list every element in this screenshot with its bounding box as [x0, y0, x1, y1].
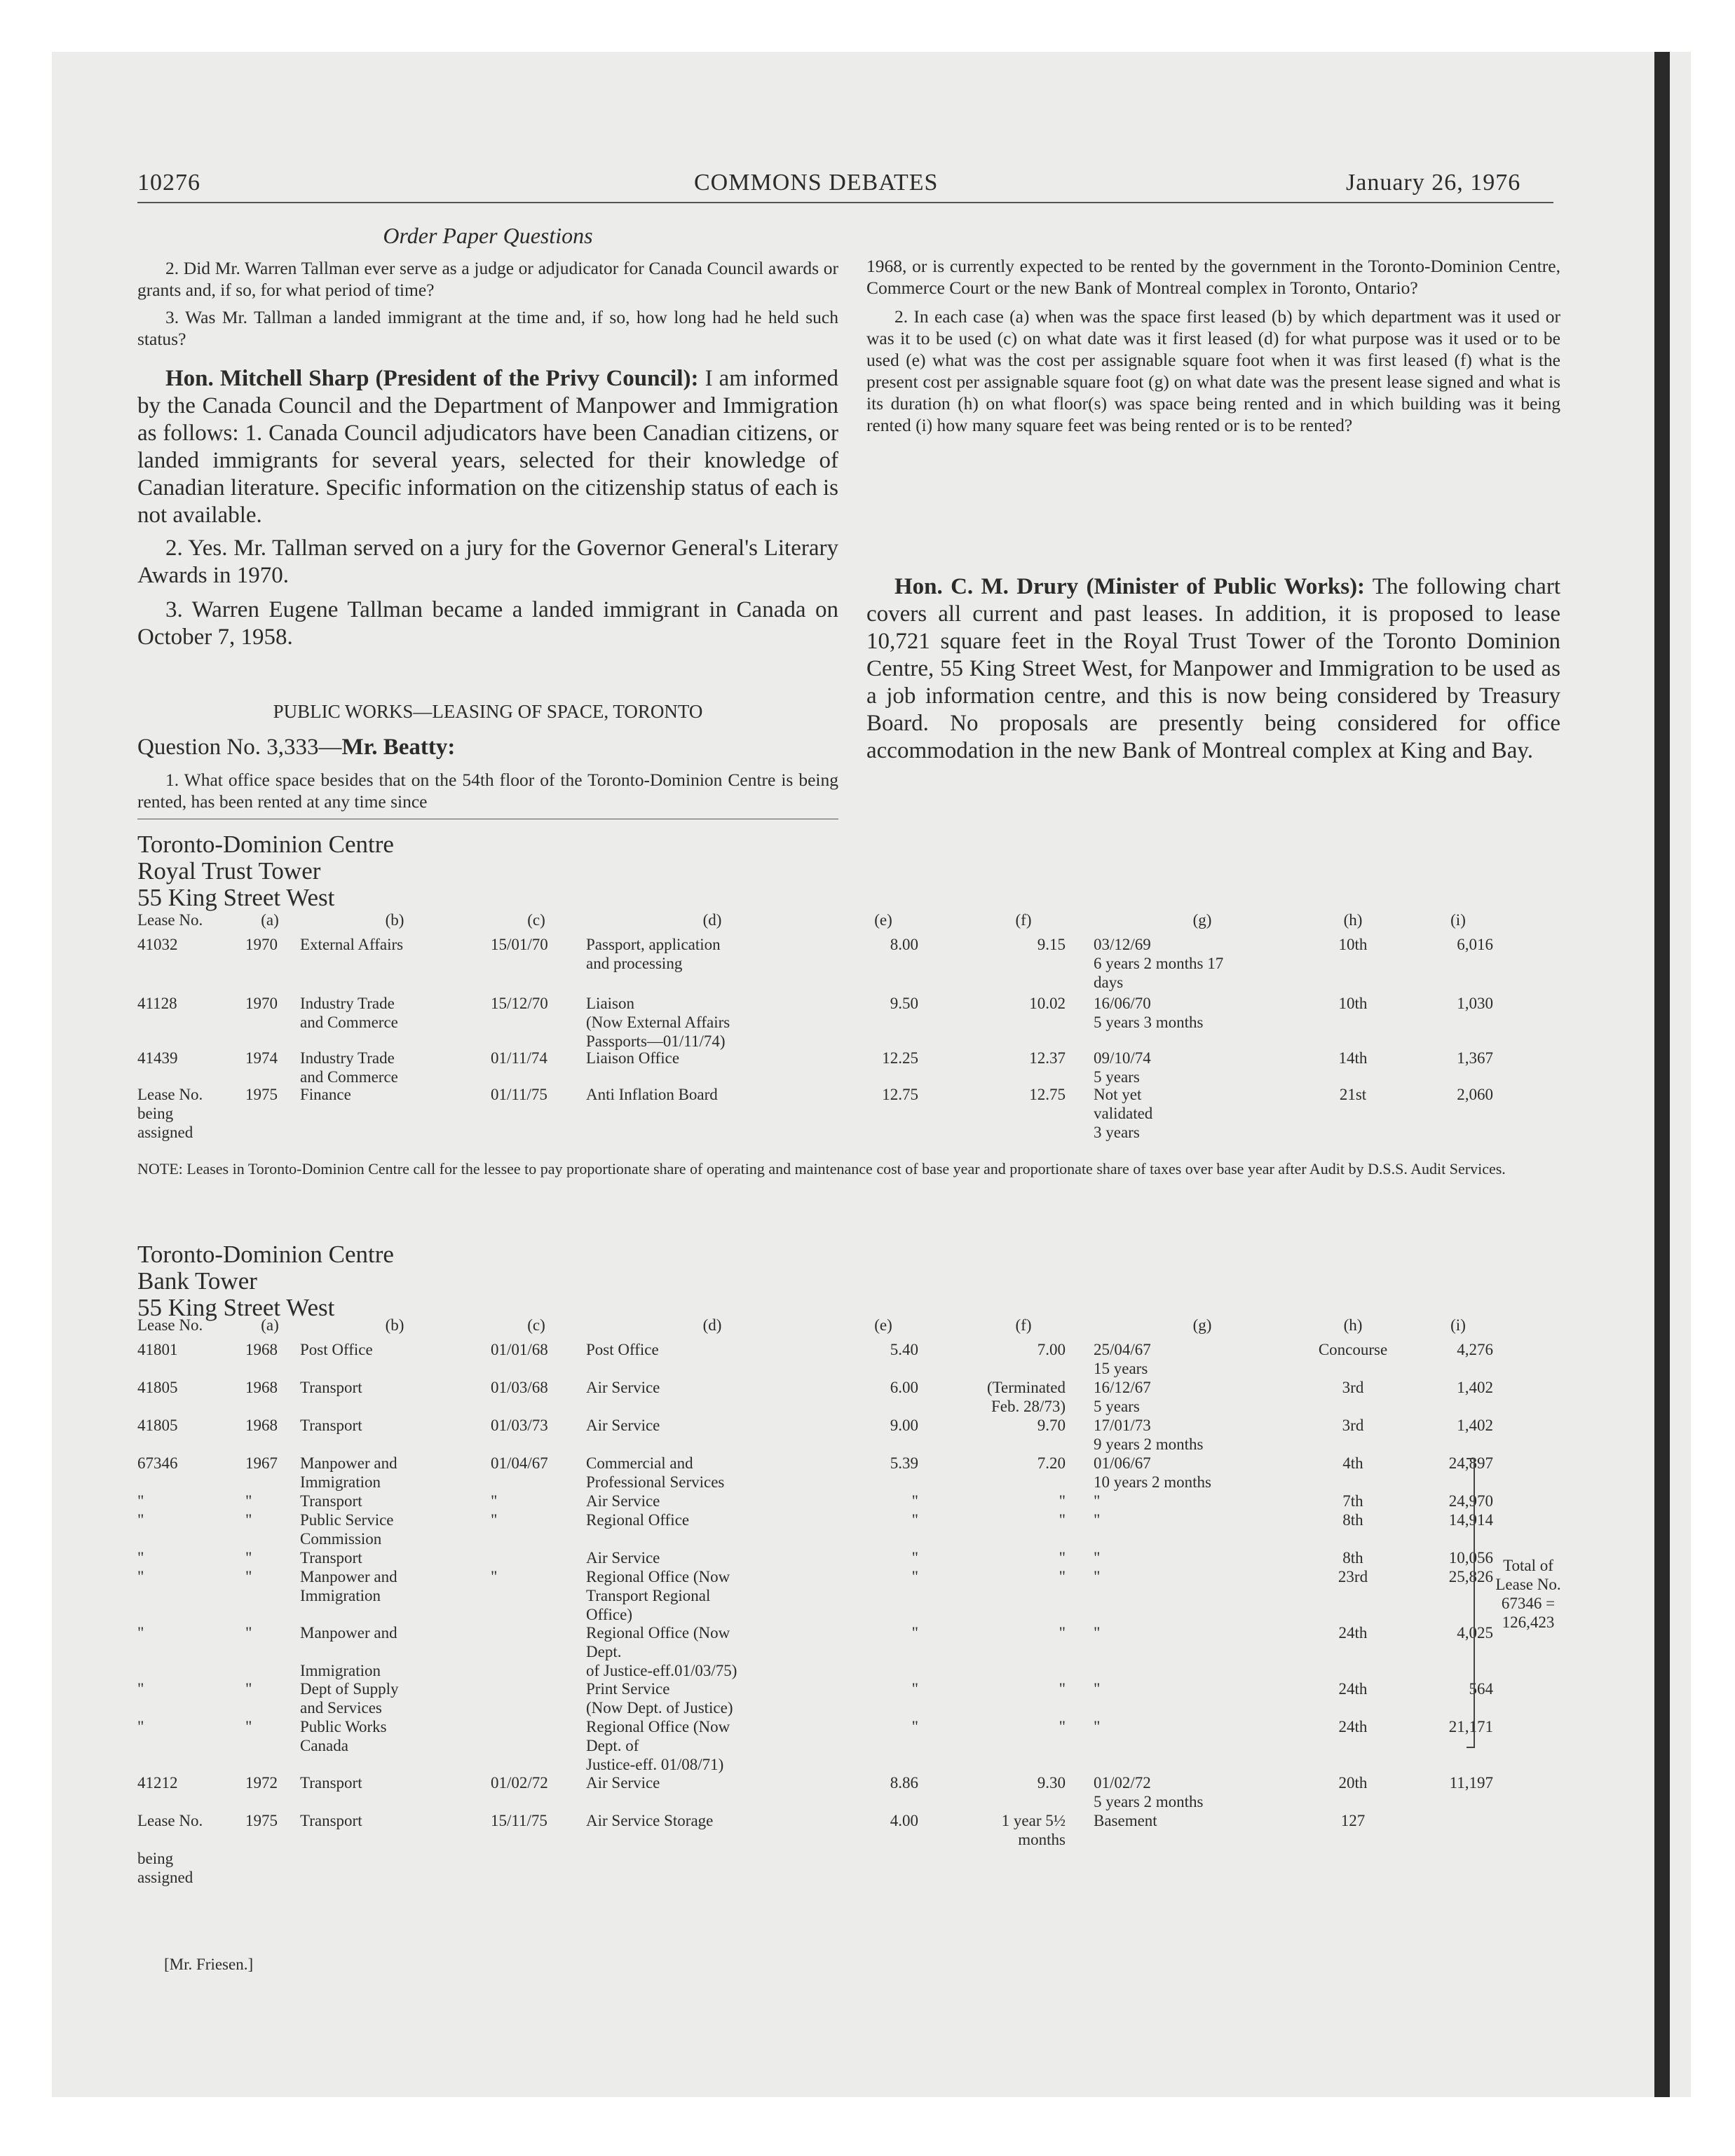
table2-cell: 6.00: [890, 1379, 918, 1396]
table2-cell: ": [137, 1680, 144, 1698]
table1-cell: 10th: [1338, 936, 1368, 953]
table2-cell: Transport: [300, 1774, 362, 1792]
table2-cell: ": [1059, 1549, 1066, 1567]
table2-cell: 564: [1469, 1680, 1493, 1698]
table2-cell: ": [1094, 1492, 1101, 1510]
table2-cell: Air Service: [586, 1379, 660, 1396]
table2-cell: 17/01/73 9 years 2 months: [1094, 1417, 1204, 1453]
table2-cell: ": [1059, 1511, 1066, 1529]
table2-cell: 21,171: [1448, 1718, 1493, 1735]
speaker-name: Hon. C. M. Drury (Minister of Public Works):: [894, 574, 1366, 599]
table2-cell: 24th: [1338, 1680, 1368, 1698]
table2-cell: 01/03/73: [491, 1417, 548, 1434]
table1-cell: 41439: [137, 1049, 178, 1067]
table2-cell: ": [491, 1511, 498, 1529]
table2-cell: 11,197: [1449, 1774, 1493, 1792]
table2-cell: ": [137, 1549, 144, 1567]
table2-cell: ": [1059, 1680, 1066, 1698]
table1-cell: 1975: [245, 1086, 278, 1103]
table1-cell: Lease No. being assigned: [137, 1086, 203, 1141]
table1-cell: 1970: [245, 936, 278, 953]
table2-cell: Basement: [1094, 1812, 1157, 1829]
table2-cell: 23rd: [1338, 1568, 1368, 1585]
table2-cell: 67346: [137, 1454, 178, 1472]
table2-cell: ": [1059, 1718, 1066, 1735]
table2-cell: Transport: [300, 1549, 362, 1567]
table2-cell: 1967: [245, 1454, 278, 1472]
table2-cell: ": [1094, 1680, 1101, 1698]
table2-cell: 41801: [137, 1341, 178, 1358]
table2-cell: ": [245, 1568, 252, 1585]
table2-cell: 1972: [245, 1774, 278, 1792]
sharp-answer: [137, 365, 838, 529]
table2-cell: 4.00: [890, 1812, 918, 1829]
table1-cell: 12.75: [1029, 1086, 1066, 1103]
table2-cell: 41212: [137, 1774, 178, 1792]
table2-cell: Transport: [300, 1379, 362, 1396]
table1-cell: 09/10/74 5 years: [1094, 1049, 1151, 1086]
table2-cell: 24,970: [1448, 1492, 1493, 1510]
table1-cell: 01/11/75: [491, 1086, 547, 1103]
table1-cell: 10.02: [1029, 995, 1066, 1012]
page-number: 10276: [137, 170, 200, 196]
table1-cell: 6,016: [1457, 936, 1493, 953]
table2-cell: 01/01/68: [491, 1341, 548, 1358]
table2-cell: Air Service Storage: [586, 1812, 714, 1829]
table2-cell: ": [1094, 1549, 1101, 1567]
table2-cell: ": [911, 1568, 918, 1585]
question-2-details: 2. In each case (a) when was the space first leased (b) by which department was it used or was it to be used (c) on what date was it first leased (d) for what purpose was it used or to be used (e) what was the cost per assignable square foot when it was first leased (f) what is the present cost per assignable square foot (g) on what date was the present lease signed and what is its duration (h) on what floor(s) was space being rented and in which building was it being rented (i) how many square feet was being rented or is to be rented?: [866, 306, 1560, 435]
table1-cell: 9.15: [1037, 936, 1066, 953]
table2-column-header: (f): [1015, 1316, 1032, 1334]
table1-cell: Liaison Office: [586, 1049, 680, 1067]
table2-cell: 127: [1340, 1812, 1366, 1829]
table1-column-header: (h): [1343, 911, 1363, 929]
table2-cell: ": [1059, 1492, 1066, 1510]
table2-cell: ": [491, 1568, 498, 1585]
table1-column-header: (d): [702, 911, 722, 929]
table2-cell: 01/04/67: [491, 1454, 548, 1472]
header-rule: [137, 202, 1553, 203]
table2-cell: 01/06/67 10 years 2 months: [1094, 1454, 1212, 1491]
table2-column-header: (d): [702, 1316, 722, 1334]
lease-total-note: Total of Lease No. 67346 = 126,423: [1495, 1557, 1561, 1631]
table2-column-header: (b): [385, 1316, 404, 1334]
table1-cell: 1,367: [1457, 1049, 1493, 1067]
table1-cell: Not yet validated 3 years: [1094, 1086, 1153, 1141]
table2-cell: ": [137, 1624, 144, 1642]
table2-cell: 15/11/75: [491, 1812, 547, 1829]
table2-cell: 01/02/72: [491, 1774, 548, 1792]
table2-cell: 1968: [245, 1379, 278, 1396]
table2-cell: ": [245, 1511, 252, 1529]
question-1-continued: 1968, or is currently expected to be rented by the government in the Toronto-Dominion Centre, Commerce Court or the new Bank of Montreal complex in Toronto, Ontario?: [866, 256, 1560, 298]
answer-3: 3. Warren Eugene Tallman became a landed immigrant in Canada on October 7, 1958.: [137, 597, 838, 650]
table1-column-header: (b): [385, 911, 404, 929]
drury-answer: [866, 573, 1560, 765]
table2-cell: Air Service: [586, 1492, 660, 1510]
table2-cell: 1,402: [1457, 1417, 1493, 1434]
table2-cell: 01/03/68: [491, 1379, 548, 1396]
table2-cell: 25,826: [1448, 1568, 1493, 1585]
table2-cell: Commercial and Professional Services: [586, 1454, 725, 1491]
table1-cell: 1974: [245, 1049, 278, 1067]
table2-cell: 4,276: [1457, 1341, 1493, 1358]
table2-cell: ": [1059, 1568, 1066, 1585]
table1-cell: 41032: [137, 936, 178, 953]
table2-cell: (Terminated Feb. 28/73): [986, 1379, 1066, 1415]
table1-cell: Liaison (Now External Affairs Passports—01/11/74): [586, 995, 730, 1050]
table2-cell: 4,025: [1457, 1624, 1493, 1642]
table2-cell: ": [245, 1680, 252, 1698]
table2-cell: 7.00: [1037, 1341, 1066, 1358]
table2-cell: ": [1094, 1568, 1101, 1585]
table2-column-header: (c): [527, 1316, 545, 1334]
table2-cell: 41805: [137, 1417, 178, 1434]
table1-note: [137, 1160, 1567, 1178]
table1-title: Toronto-Dominion Centre Royal Trust Tower 55 King Street West: [137, 831, 394, 911]
table1-cell: 41128: [137, 995, 177, 1012]
table2-cell: ": [911, 1511, 918, 1529]
section-heading: PUBLIC WORKS—LEASING OF SPACE, TORONTO: [273, 701, 703, 722]
table2-cell: Transport: [300, 1417, 362, 1434]
table1-cell: 9.50: [890, 995, 918, 1012]
table1-cell: 12.25: [882, 1049, 918, 1067]
answer-text: The following chart covers all current and past leases. In addition, it is proposed to lease 10,721 square feet in the Royal Trust Tower of the Toronto Dominion Centre, 55 King Street West, for Manpower and Immigration to be used as a job information centre, and this is now being considered by Treasury Board. No proposals are presently being considered for office accommodation in the new Bank of Montreal complex at King and Bay.: [866, 574, 1560, 763]
table2-cell: 8th: [1342, 1511, 1363, 1529]
table2-cell: 5.39: [890, 1454, 918, 1472]
table2-cell: 3rd: [1342, 1379, 1364, 1396]
table1-cell: 1970: [245, 995, 278, 1012]
speaker-footer: [Mr. Friesen.]: [164, 1956, 254, 1973]
table2-cell: ": [911, 1624, 918, 1642]
table2-cell: ": [245, 1624, 252, 1642]
answer-2: 2. Yes. Mr. Tallman served on a jury for the Governor General's Literary Awards in 1970.: [137, 535, 838, 588]
table2-cell: 3rd: [1342, 1417, 1364, 1434]
table2-cell: Regional Office (Now Transport Regional Office): [586, 1568, 730, 1623]
table2-cell: 10,056: [1448, 1549, 1493, 1567]
table2-cell: ": [137, 1511, 144, 1529]
table1-cell: 01/11/74: [491, 1049, 547, 1067]
table1-column-header: (f): [1015, 911, 1032, 929]
table1-cell: 12.37: [1029, 1049, 1066, 1067]
left-column: [137, 223, 838, 651]
table2-cell: 9.00: [890, 1417, 918, 1434]
table2-cell: 4th: [1342, 1454, 1363, 1472]
table2-cell: ": [491, 1492, 498, 1510]
section-title: Order Paper Questions: [383, 223, 593, 248]
table2-cell: Regional Office (Now Dept. of Justice-eff. 01/08/71): [586, 1718, 730, 1773]
table2-cell: ": [137, 1568, 144, 1585]
table2-cell: ": [137, 1718, 144, 1735]
table2-cell: 1 year 5½ months: [1001, 1812, 1066, 1848]
table1-cell: Anti Inflation Board: [586, 1086, 718, 1103]
table2-cell: 24th: [1338, 1718, 1368, 1735]
table2-cell: 41805: [137, 1379, 178, 1396]
table2-title: Toronto-Dominion Centre Bank Tower 55 King Street West: [137, 1241, 394, 1321]
question-label: Question No. 3,333—Mr. Beatty:: [137, 735, 456, 760]
table2-column-header: Lease No.: [137, 1316, 203, 1334]
table1-cell: 12.75: [882, 1086, 918, 1103]
page-edge-shadow: [1654, 52, 1670, 2097]
table1-column-header: (a): [261, 911, 279, 929]
table2-cell: 7.20: [1037, 1454, 1066, 1472]
table2-cell: 1975: [245, 1812, 278, 1829]
table1-column-header: (c): [527, 911, 545, 929]
table1-cell: 15/12/70: [491, 995, 548, 1012]
table2-cell: ": [911, 1718, 918, 1735]
table2-cell: 14,914: [1448, 1511, 1493, 1529]
table2-cell: Public Works Canada: [300, 1718, 387, 1754]
table1-cell: 2,060: [1457, 1086, 1493, 1103]
table1-cell: 1,030: [1457, 995, 1493, 1012]
note-text: Leases in Toronto-Dominion Centre call for the lessee to pay proportionate share of operating and maintenance cost of base year and proportionate share of taxes over base year after Audit by D.S.S. Audit Services.: [186, 1160, 1506, 1178]
table2-cell: Regional Office (Now Dept. of Justice-eff.01/03/75): [586, 1624, 737, 1679]
table2-cell: 25/04/67 15 years: [1094, 1341, 1151, 1377]
table2-cell: ": [911, 1492, 918, 1510]
table2-cell: 01/02/72 5 years 2 months: [1094, 1774, 1204, 1810]
table2-cell: Transport: [300, 1812, 362, 1829]
publication-title: COMMONS DEBATES: [694, 170, 939, 196]
table2-cell: ": [1059, 1624, 1066, 1642]
table2-cell: ": [911, 1680, 918, 1698]
table2-cell: Manpower and Immigration: [300, 1454, 397, 1491]
table2-column-header: (h): [1343, 1316, 1363, 1334]
table2-cell: ": [245, 1549, 252, 1567]
right-column: [866, 255, 1560, 436]
table1-cell: Passport, application and processing: [586, 936, 721, 972]
table1-cell: 10th: [1338, 995, 1368, 1012]
table2-cell: 1,402: [1457, 1379, 1493, 1396]
table2-cell: Post Office: [586, 1341, 659, 1358]
table1-cell: Industry Trade and Commerce: [300, 995, 398, 1031]
table2-cell: Air Service: [586, 1549, 660, 1567]
table1-cell: External Affairs: [300, 936, 404, 953]
question-1: 1. What office space besides that on the 54th floor of the Toronto-Dominion Centre is being rented, has been rented at any time since: [137, 770, 838, 812]
table2-cell: Public Service Commission: [300, 1511, 394, 1548]
table2-cell: 24,897: [1448, 1454, 1493, 1472]
table2-cell: 8th: [1342, 1549, 1363, 1567]
table2-cell: 20th: [1338, 1774, 1368, 1792]
member-name: Mr. Beatty:: [341, 735, 456, 760]
table1-column-header: (g): [1192, 911, 1212, 929]
table2-cell: Manpower and Immigration: [300, 1624, 397, 1679]
table2-cell: Air Service: [586, 1774, 660, 1792]
table2-cell: 1968: [245, 1417, 278, 1434]
table1-cell: Industry Trade and Commerce: [300, 1049, 398, 1086]
table2-cell: Transport: [300, 1492, 362, 1510]
table2-cell: ": [245, 1718, 252, 1735]
table2-cell: 8.86: [890, 1774, 918, 1792]
table2-cell: ": [1094, 1718, 1101, 1735]
table1-column-header: (e): [874, 911, 892, 929]
table2-cell: 7th: [1342, 1492, 1363, 1510]
table1-column-header: Lease No.: [137, 911, 203, 929]
table2-column-header: (e): [874, 1316, 892, 1334]
table2-cell: ": [137, 1492, 144, 1510]
table1-cell: 16/06/70 5 years 3 months: [1094, 995, 1204, 1031]
table1-cell: 03/12/69 6 years 2 months 17 days: [1094, 936, 1224, 991]
table2-cell: Print Service (Now Dept. of Justice): [586, 1680, 733, 1717]
table1-cell: 15/01/70: [491, 936, 548, 953]
question-3: 3. Was Mr. Tallman a landed immigrant at the time and, if so, how long had he held such status?: [137, 307, 838, 349]
table2-cell: Concourse: [1318, 1341, 1388, 1358]
table2-cell: ": [1094, 1624, 1101, 1642]
table2-cell: Dept of Supply and Services: [300, 1680, 399, 1717]
table1-cell: 14th: [1338, 1049, 1368, 1067]
table2-cell: 5.40: [890, 1341, 918, 1358]
table2-cell: ": [911, 1549, 918, 1567]
table1-cell: Finance: [300, 1086, 351, 1103]
table2-cell: Regional Office: [586, 1511, 690, 1529]
table2-column-header: (a): [261, 1316, 279, 1334]
note-label: NOTE:: [137, 1160, 183, 1178]
table2-cell: 16/12/67 5 years: [1094, 1379, 1151, 1415]
table2-cell: Manpower and Immigration: [300, 1568, 397, 1604]
question-2: 2. Did Mr. Warren Tallman ever serve as a judge or adjudicator for Canada Council awards or grants and, if so, for what period of time?: [137, 258, 838, 300]
page-date: January 26, 1976: [1346, 170, 1521, 196]
table2-cell: 9.30: [1037, 1774, 1066, 1792]
table2-cell: ": [245, 1492, 252, 1510]
table1-cell: 8.00: [890, 936, 918, 953]
table2-column-header: (g): [1192, 1316, 1212, 1334]
total-brace: [1467, 1458, 1475, 1748]
speaker-name: Hon. Mitchell Sharp (President of the Privy Council):: [165, 366, 699, 391]
table2-cell: ": [1094, 1511, 1101, 1529]
table1-column-header: (i): [1450, 911, 1466, 929]
table2-cell: 9.70: [1037, 1417, 1066, 1434]
table2-cell: 24th: [1338, 1624, 1368, 1642]
table2-cell: Air Service: [586, 1417, 660, 1434]
table2-cell: Post Office: [300, 1341, 373, 1358]
table2-cell: Lease No. being assigned: [137, 1812, 203, 1886]
answer-text: I am informed by the Canada Council and the Department of Manpower and Immigration as follows: 1. Canada Council adjudicators have been Canadian citizens, or landed immigrants for several years, selected for their knowledge of Canadian literature. Specific information on the citizenship status of each is not available.: [137, 366, 838, 528]
table2-cell: 1968: [245, 1341, 278, 1358]
table2-column-header: (i): [1450, 1316, 1466, 1334]
table1-cell: 21st: [1339, 1086, 1367, 1103]
